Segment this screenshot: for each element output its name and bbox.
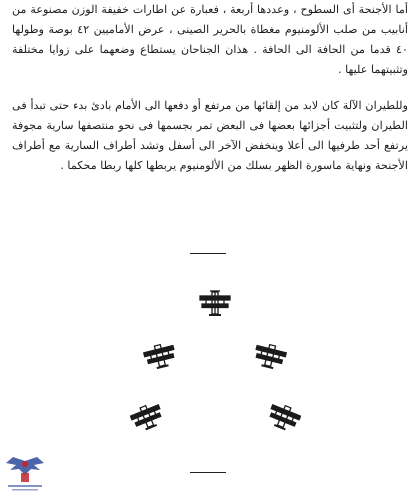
aircraft-lead-icon: [198, 290, 232, 318]
top-divider: [190, 253, 226, 254]
paragraph-wings: أما الأجنحة أى السطوح ، وعددها أربعة ، فعبارة عن اطارات خفيفة الوزن مصنوعة من أنابيب من صلب الألومنيوم مغطاة بالحرير الصينى ، عرض الأماميين ٤٢ بوصة وطولها ٤٠ قدما من الحافة الى الحافة . هذان الجناحان يستطاع وضعهما على زوايا مختلفة وتثبيتهما عليها .: [12, 3, 408, 76]
aircraft-rear-left-icon: [130, 403, 164, 431]
aircraft-right-icon: [253, 342, 287, 370]
aircraft-left-icon: [143, 342, 177, 370]
aircraft-rear-right-icon: [267, 403, 301, 431]
eagle-watermark-icon: [4, 455, 46, 493]
paragraph-flight: وللطيران الآلة كان لابد من إلقائها من مرتفع أو دفعها الى الأمام بادئ بدء حتى تبدأ فى الطيران ولتثبيت أجزائها بعضها فى البعض تمر بجسمها فى نحو منتصفها سارية مجوفة يرتفع أحد طرفيها الى أعلا وينخفض الآخر الى أسفل وتشد أطراف السارية مع أطراف الأجنحة ونهاية ماسورة الظهر بسلك من الألومنيوم يربطها كلها ربطا محكما .: [12, 99, 408, 172]
bottom-divider: [190, 472, 226, 473]
